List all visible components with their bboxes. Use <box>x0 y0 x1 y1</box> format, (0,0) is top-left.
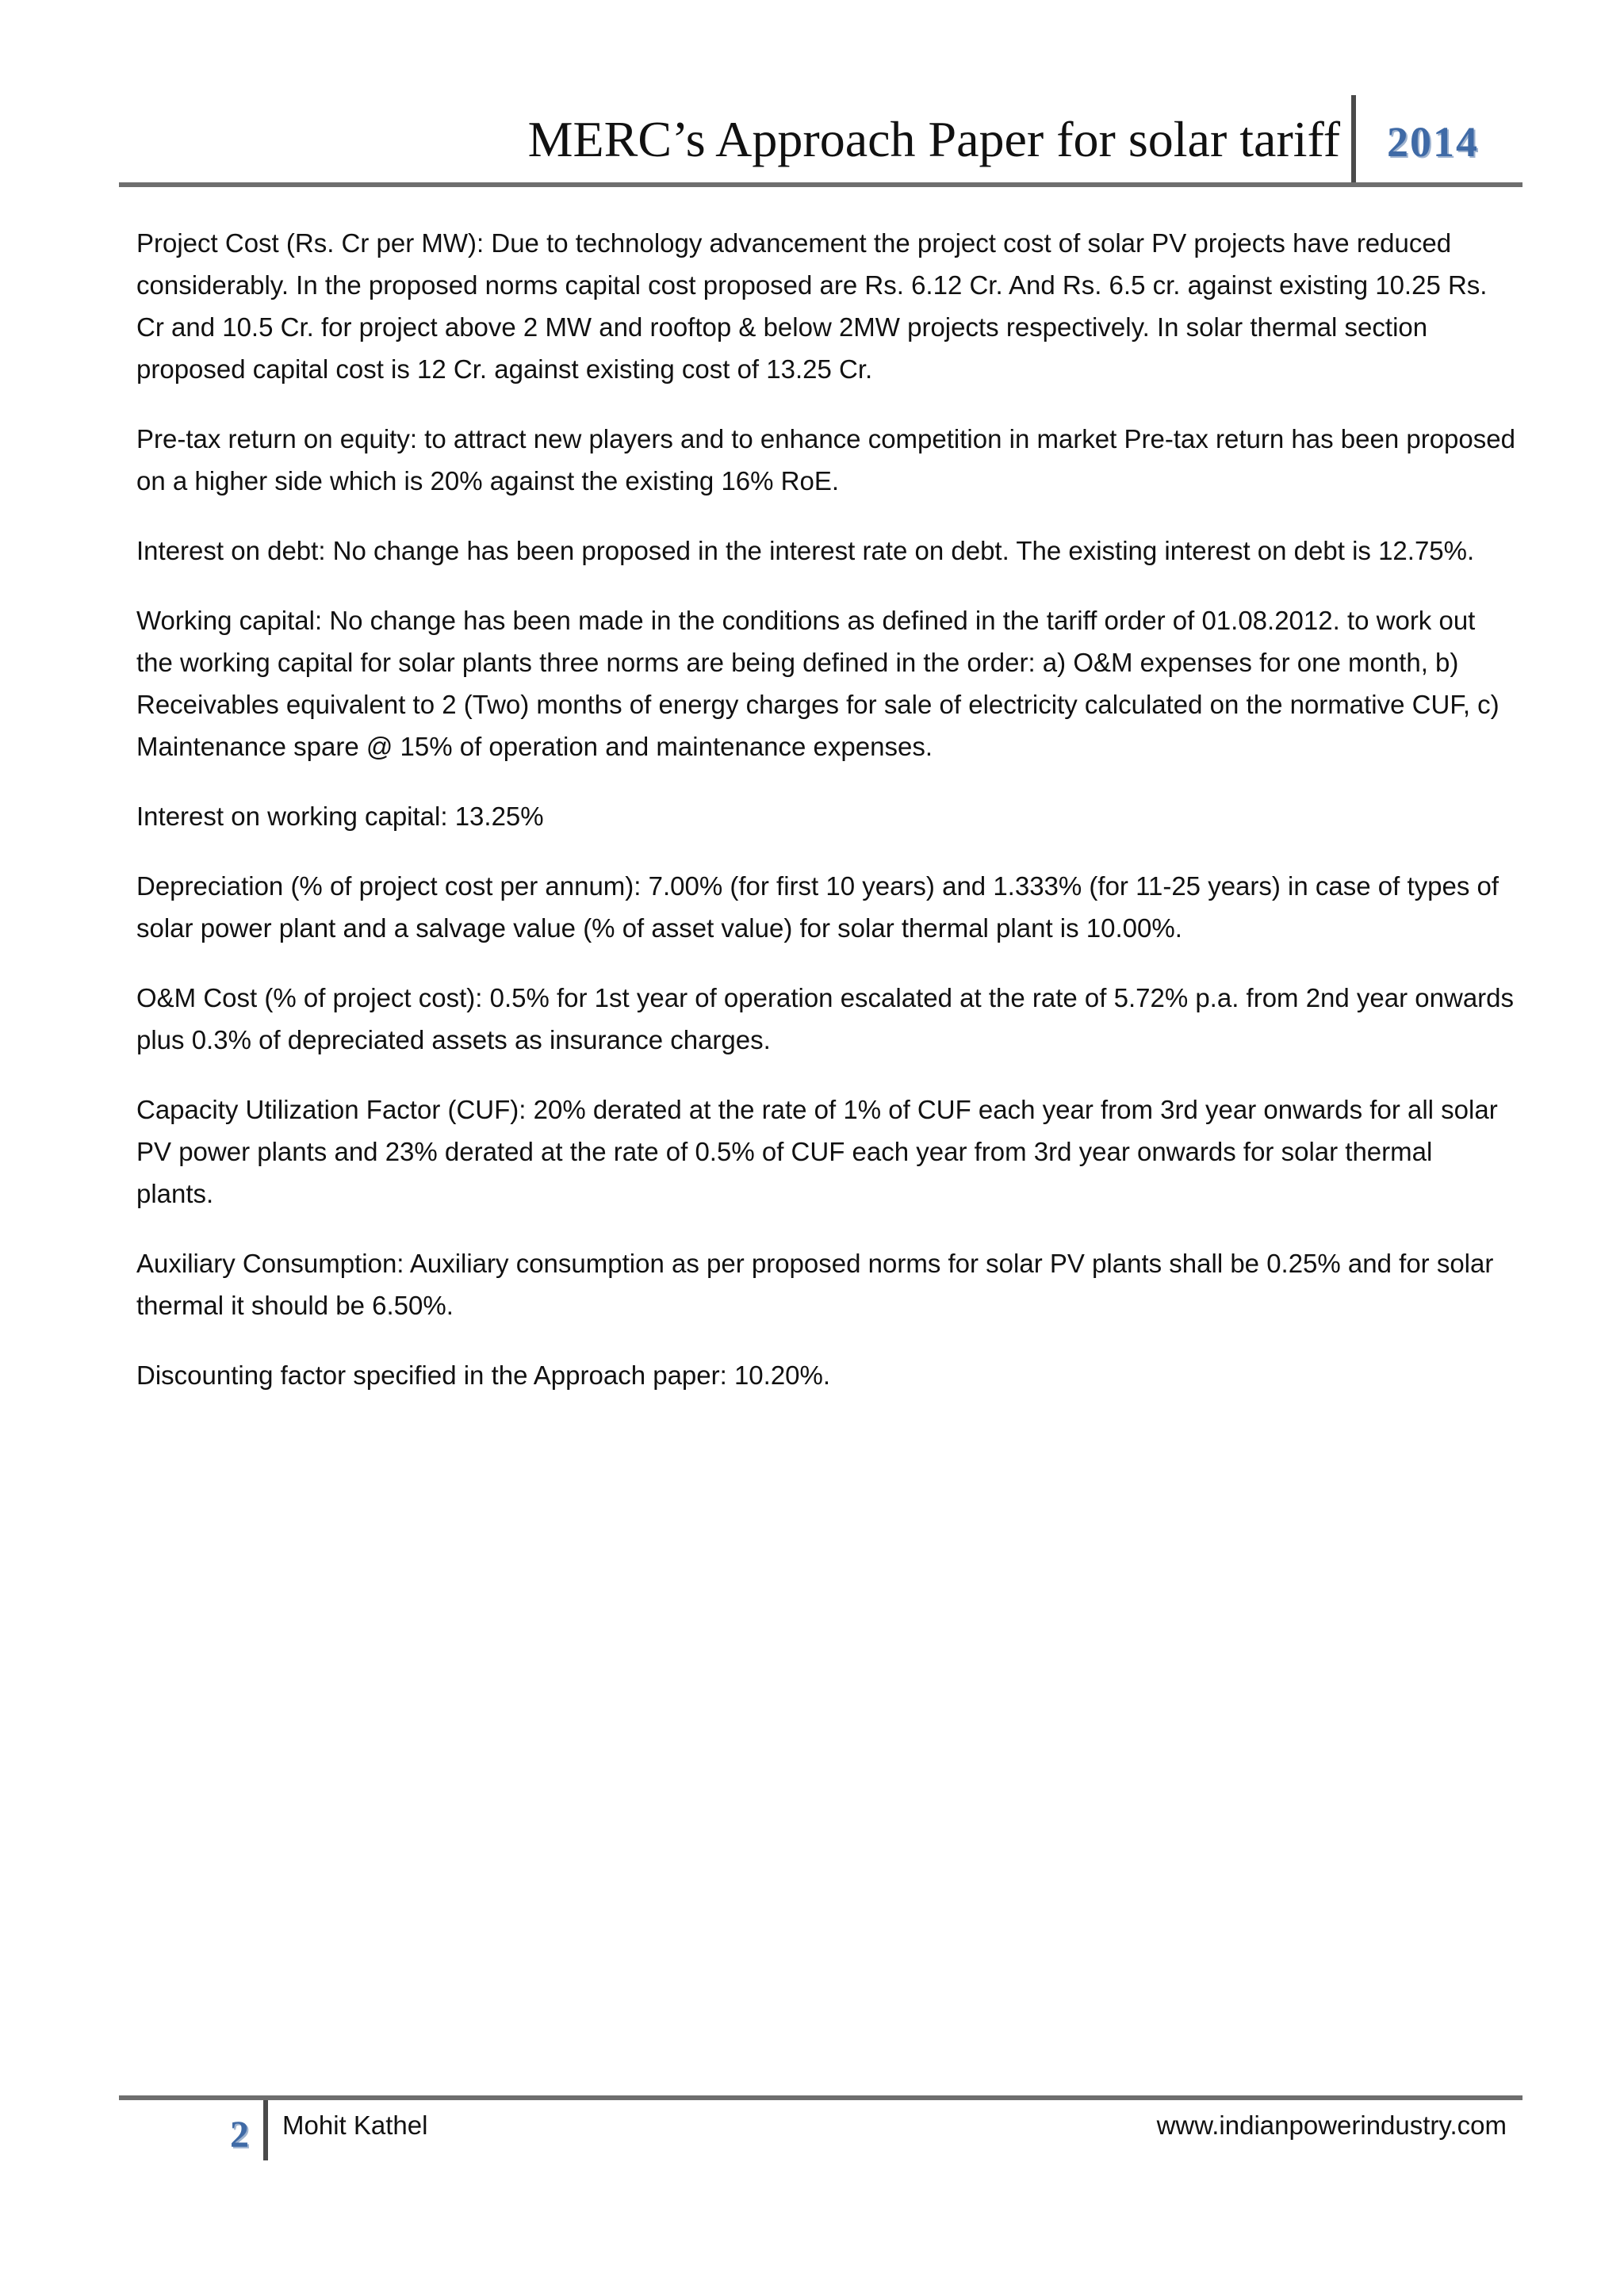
document-body <box>136 222 1516 1424</box>
paragraph-depreciation: Depreciation (% of project cost per annum): 7.00% (for first 10 years) and 1.333% (for 11-25 years) in case of types of solar power plant and a salvage value (% of asset value) for solar thermal plant is 10.00%. <box>136 871 1500 943</box>
footer-author: Mohit Kathel <box>282 2110 428 2140</box>
header-rule <box>119 182 1522 187</box>
footer-website: www.indianpowerindustry.com <box>1156 2110 1507 2140</box>
paragraph-working-capital: Working capital: No change has been made in the conditions as defined in the tariff order of 01.08.2012. to work out the working capital for solar plants three norms are being defined in the order: a) O&M expenses for one month, b) Receivables equivalent to 2 (Two) months of energy charges for sale of electricity calculated on the normative CUF, c) Maintenance spare @ 15% of operation and maintenance expenses. <box>136 606 1500 761</box>
document-title: MERC’s Approach Paper for solar tariff <box>527 111 1340 167</box>
document-year: 2014 <box>1387 118 1479 166</box>
footer-divider <box>263 2100 268 2160</box>
page-footer <box>119 2095 1522 2175</box>
page-number: 2 <box>230 2114 249 2156</box>
footer-rule <box>119 2095 1522 2100</box>
header-divider <box>1351 95 1356 184</box>
paragraph-om-cost: O&M Cost (% of project cost): 0.5% for 1st year of operation escalated at the rate of 5.72% p.a. from 2nd year onwards plus 0.3% of depreciated assets as insurance charges. <box>136 983 1515 1054</box>
paragraph-capacity-utilization-factor: Capacity Utilization Factor (CUF): 20% derated at the rate of 1% of CUF each year from 3rd year onwards for all solar PV power plants and 23% derated at the rate of 0.5% of CUF each year from 3rd year onwards for solar thermal plants. <box>136 1095 1498 1208</box>
paragraph-return-on-equity: Pre-tax return on equity: to attract new players and to enhance competition in market Pre-tax return has been proposed on a higher side which is 20% against the existing 16% RoE. <box>136 424 1515 496</box>
paragraph-interest-on-debt: Interest on debt: No change has been proposed in the interest rate on debt. The existing interest on debt is 12.75%. <box>136 536 1475 565</box>
paragraph-discounting-factor: Discounting factor specified in the Approach paper: 10.20%. <box>136 1360 831 1390</box>
page-header <box>119 95 1522 187</box>
paragraph-auxiliary-consumption: Auxiliary Consumption: Auxiliary consumption as per proposed norms for solar PV plants shall be 0.25% and for solar thermal it should be 6.50%. <box>136 1249 1494 1320</box>
paragraph-project-cost: Project Cost (Rs. Cr per MW): Due to technology advancement the project cost of solar PV projects have reduced considerably. In the proposed norms capital cost proposed are Rs. 6.12 Cr. And Rs. 6.5 cr. against existing 10.25 Rs. Cr and 10.5 Cr. for project above 2 MW and rooftop & below 2MW projects respectively. In solar thermal section proposed capital cost is 12 Cr. against existing cost of 13.25 Cr. <box>136 228 1488 384</box>
paragraph-interest-on-working-capital: Interest on working capital: 13.25% <box>136 802 544 831</box>
